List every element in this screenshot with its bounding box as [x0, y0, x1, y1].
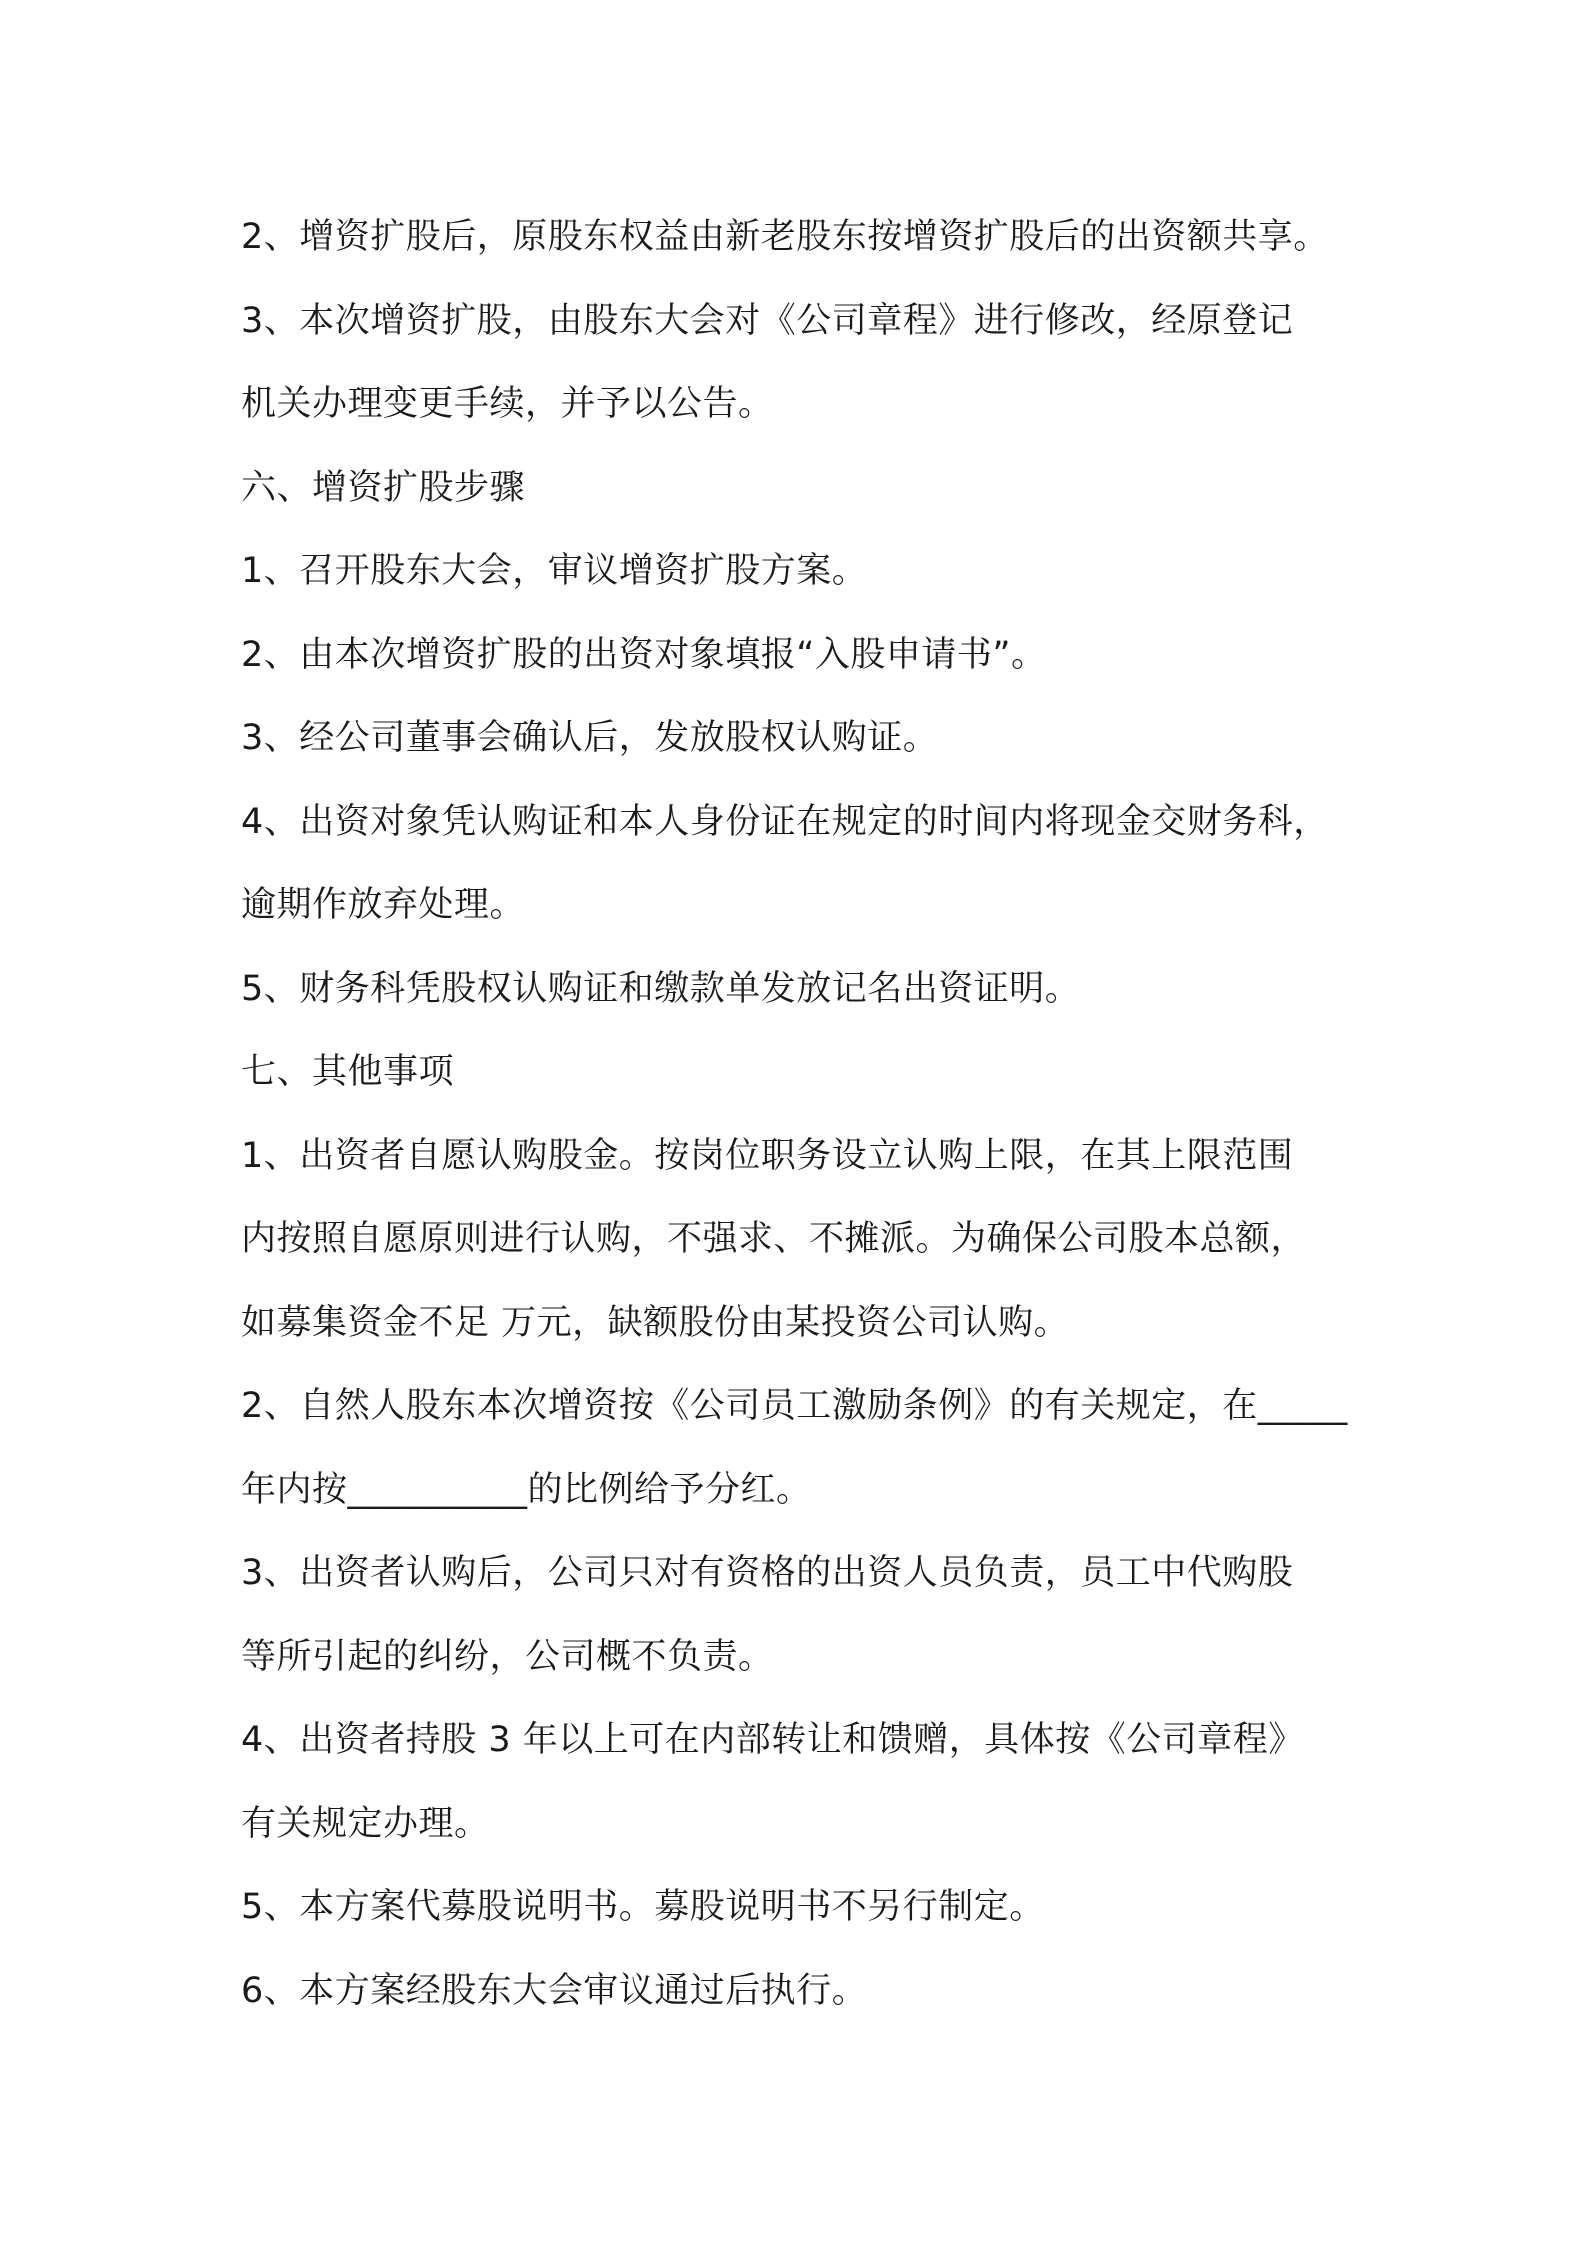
paragraph-line: 3、经公司董事会确认后，发放股权认购证。 [241, 718, 939, 758]
section-heading: 七、其他事项 [241, 1052, 455, 1092]
paragraph-line: 5、本方案代募股说明书。募股说明书不另行制定。 [241, 1887, 1045, 1927]
paragraph-line: 如募集资金不足 万元，缺额股份由某投资公司认购。 [241, 1302, 1070, 1343]
paragraph-line: 年内按__________的比例给予分红。 [241, 1469, 812, 1510]
paragraph-line: 6、本方案经股东大会审议通过后执行。 [241, 1970, 868, 2011]
paragraph-line: 等所引起的纠纷，公司概不负责。 [241, 1636, 774, 1677]
paragraph-line: 逾期作放弃处理。 [241, 885, 526, 925]
paragraph-line: 1、出资者自愿认购股金。按岗位职务设立认购上限，在其上限范围 [241, 1135, 1294, 1176]
paragraph-line: 1、召开股东大会，审议增资扩股方案。 [241, 551, 868, 591]
paragraph-line: 3、本次增资扩股，由股东大会对《公司章程》进行修改，经原登记 [241, 300, 1294, 341]
section-heading: 六、增资扩股步骤 [241, 467, 526, 508]
paragraph-line: 3、出资者认购后，公司只对有资格的出资人员负责，员工中代购股 [241, 1553, 1294, 1593]
paragraph-line: 4、出资对象凭认购证和本人身份证在规定的时间内将现金交财务科， [241, 801, 1329, 842]
paragraph-line: 有关规定办理。 [241, 1803, 490, 1844]
paragraph-line: 5、财务科凭股权认购证和缴款单发放记名出资证明。 [241, 968, 1081, 1009]
paragraph-line: 2、增资扩股后，原股东权益由新老股东按增资扩股后的出资额共享。 [241, 217, 1329, 257]
paragraph-line: 2、由本次增资扩股的出资对象填报“入股申请书”。 [241, 634, 1047, 675]
paragraph-line: 内按照自愿原则进行认购，不强求、不摊派。为确保公司股本总额， [241, 1219, 1307, 1259]
document-body [241, 196, 1381, 2033]
paragraph-line: 2、自然人股东本次增资按《公司员工激励条例》的有关规定，在_____ [241, 1386, 1348, 1426]
paragraph-line: 机关办理变更手续，并予以公告。 [241, 384, 774, 424]
paragraph-line: 4、出资者持股 3 年以上可在内部转让和馈赠，具体按《公司章程》 [241, 1720, 1304, 1760]
